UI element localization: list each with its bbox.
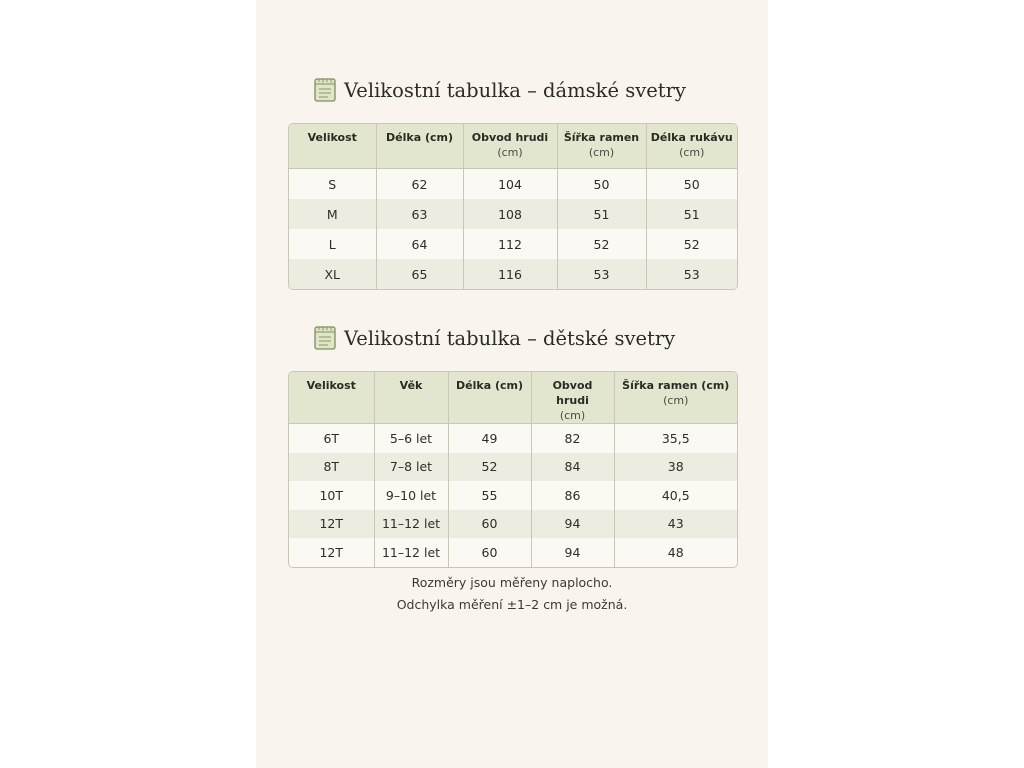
cell-chest: 86 [531,481,614,510]
table-row [289,538,737,567]
cell-length: 62 [376,169,463,200]
cell-chest: 82 [531,424,614,453]
table-row [289,424,737,453]
women-header-row [289,124,737,169]
kids-header-row [289,372,737,424]
kids-section-title-text: Velikostní tabulka – dětské svetry [344,326,676,350]
col-size: Velikost [289,372,374,424]
cell-size: XL [289,259,376,289]
note-line-flat: Rozměry jsou měřeny naplocho. [411,575,613,590]
col-length: Délka (cm) [448,372,531,424]
table-row [289,510,737,539]
cell-length: 55 [448,481,531,510]
cell-length: 63 [376,199,463,229]
cell-chest: 94 [531,538,614,567]
cell-shoulder: 52 [557,229,646,259]
cell-shoulder: 48 [667,544,684,560]
col-size: Velikost [289,124,376,169]
cell-size: L [289,229,376,259]
cell-size: 12T [289,510,374,539]
cell-sleeve: 50 [683,176,700,192]
cell-sleeve: 52 [683,236,700,252]
cell-shoulder: 50 [557,169,646,200]
cell-size: 12T [289,538,374,567]
table-row [289,481,737,510]
table-row [289,229,737,259]
col-age: Věk [374,372,448,424]
col-chest: Obvod hrudi (cm) [463,124,557,169]
cell-sleeve: 51 [646,199,737,229]
cell-age: 9–10 let [374,481,448,510]
cell-chest: 104 [463,169,557,200]
women-size-table [288,123,738,290]
cell-size: M [289,199,376,229]
col-length: Délka (cm) [376,124,463,169]
cell-shoulder: 53 [557,259,646,289]
kids-size-table [288,371,738,568]
kids-section-title [314,326,675,350]
cell-length: 60 [448,510,531,539]
measurement-notes [256,572,768,616]
cell-length: 49 [448,424,531,453]
cell-length: 60 [448,538,531,567]
cell-age: 5–6 let [374,424,448,453]
cell-length: 64 [376,229,463,259]
ruler-notebook-icon [314,326,336,350]
table-row [289,169,737,200]
col-shoulder: Šířka ramen (cm) [557,124,646,169]
cell-shoulder: 43 [614,510,737,539]
cell-chest: 108 [463,199,557,229]
cell-chest: 112 [463,229,557,259]
cell-chest: 84 [531,453,614,482]
cell-shoulder: 35,5 [661,430,690,446]
col-shoulder: Šířka ramen (cm) (cm) [614,372,737,424]
size-chart-page [256,0,768,768]
col-sleeve: Délka rukávu (cm) [646,124,737,169]
cell-size: S [289,169,376,200]
cell-chest: 94 [531,510,614,539]
cell-size: 6T [289,424,374,453]
cell-shoulder: 40,5 [661,487,690,503]
note-line-tolerance: Odchylka měření ±1–2 cm je možná. [396,597,628,612]
cell-sleeve: 53 [646,259,737,289]
table-row [289,259,737,289]
cell-shoulder: 51 [557,199,646,229]
cell-length: 65 [376,259,463,289]
cell-size: 8T [289,453,374,482]
cell-shoulder: 38 [614,453,737,482]
cell-size: 10T [289,481,374,510]
women-section-title-text: Velikostní tabulka – dámské svetry [344,78,686,102]
cell-age: 11–12 let [374,510,448,539]
ruler-notebook-icon [314,78,336,102]
cell-age: 7–8 let [374,453,448,482]
cell-chest: 116 [463,259,557,289]
cell-length: 52 [448,453,531,482]
women-section-title [314,78,686,102]
table-row [289,453,737,482]
table-row [289,199,737,229]
cell-age: 11–12 let [374,538,448,567]
col-chest: Obvod hrudi (cm) [531,372,614,424]
